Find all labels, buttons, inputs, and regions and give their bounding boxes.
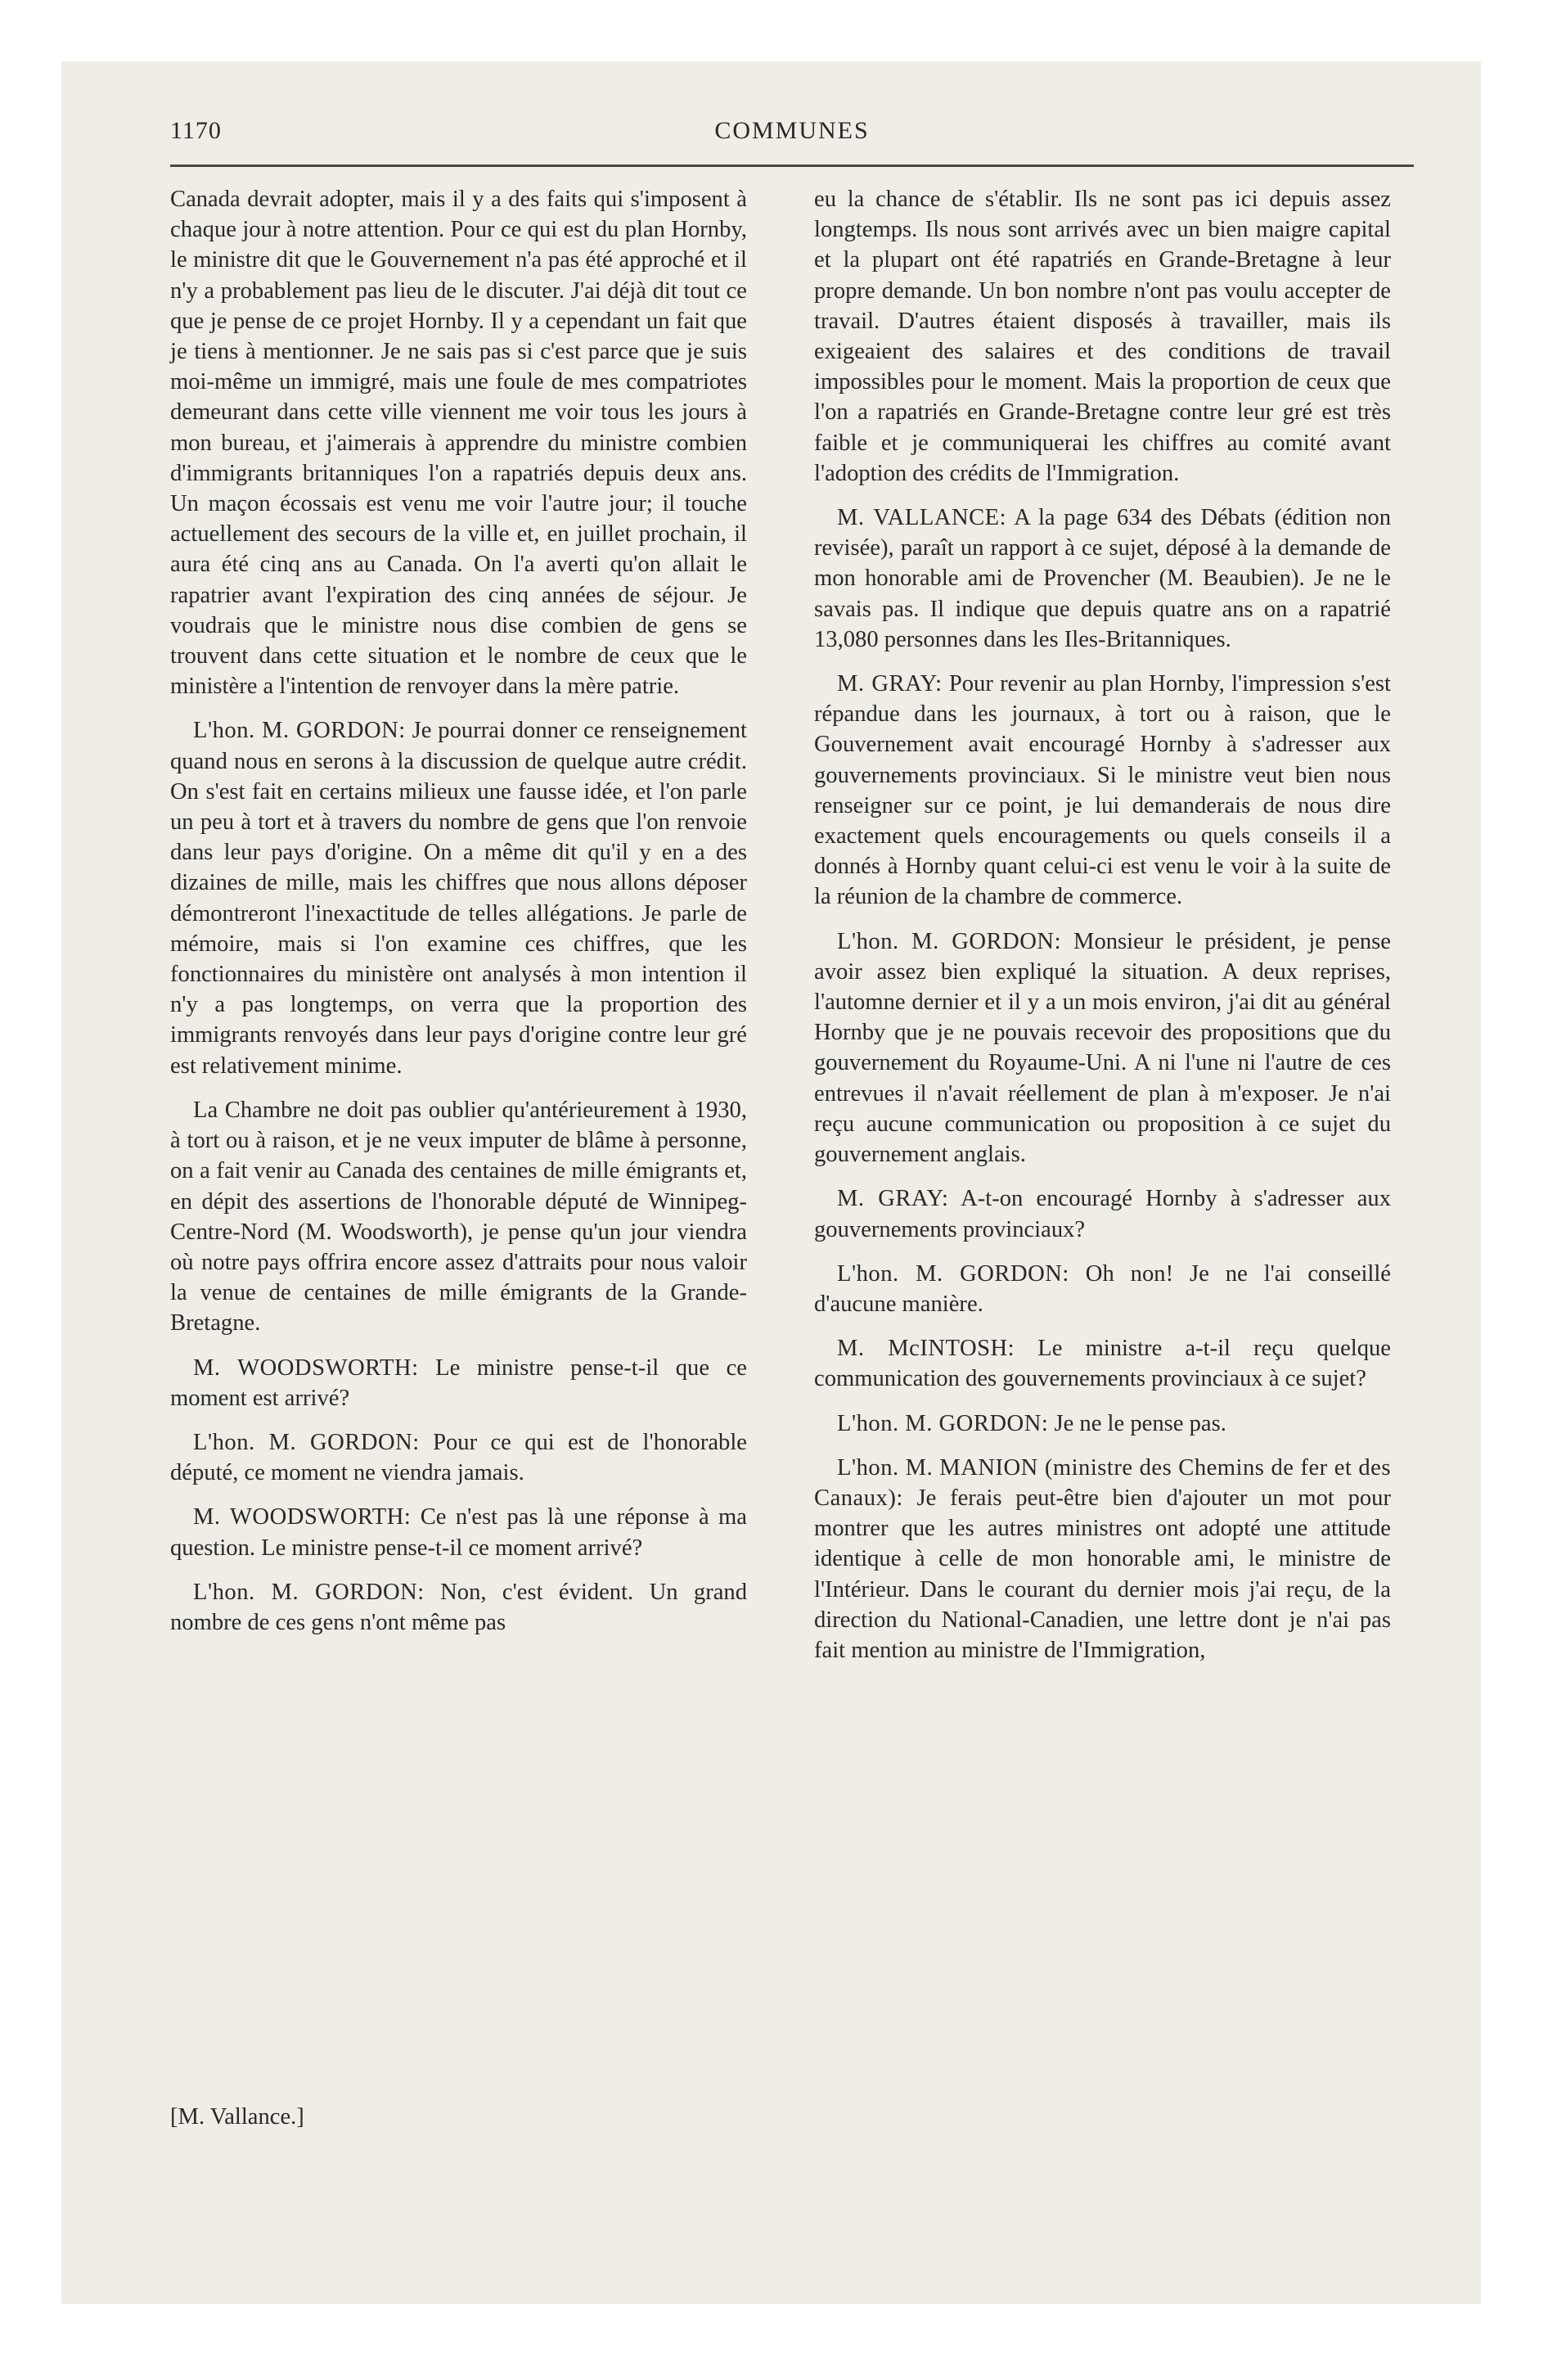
speaker-name: L'hon. M. GORDON: xyxy=(193,1579,425,1605)
speaker-name: L'hon. M. GORDON: xyxy=(193,718,406,744)
paragraph-text: Oh non! Je ne l'ai conseillé d'aucune manière. xyxy=(814,1260,1391,1317)
speaker-name: L'hon. M. MANION (ministre des Chemins de fer et des Canaux): xyxy=(814,1454,1391,1511)
page xyxy=(61,61,1481,2304)
speaker-name: L'hon. M. GORDON: xyxy=(837,1260,1069,1287)
paragraph xyxy=(170,1577,747,1638)
speaker-name: M. VALLANCE: xyxy=(837,505,1007,531)
paragraph xyxy=(170,1427,747,1488)
speaker-name: L'hon. M. GORDON: xyxy=(837,1410,1049,1436)
paragraph xyxy=(814,184,1391,489)
paragraph xyxy=(170,1095,747,1339)
running-head: COMMUNES xyxy=(714,117,870,144)
paragraph-text: Non, c'est évident. Un grand nombre de ces gens n'ont même pas xyxy=(170,1579,748,1635)
paragraph xyxy=(814,926,1391,1170)
right-column xyxy=(814,184,1391,1679)
paragraph-text: La Chambre ne doit pas oublier qu'antérieurement à 1930, à tort ou à raison, et je ne veux imputer de blâme à personne, on a fait venir au Canada des centaines de mille émigrants et, en dépit des assertions de l'honorable député de Winnipeg-Centre-Nord (M. Woodsworth), je pense qu'un jour viendra où notre pays offrira encore assez d'attraits pour nous valoir la venue de centaines de mille émigrants de la Grande-Bretagne. xyxy=(170,1097,747,1336)
paragraph-text: Pour ce qui est de l'honorable député, ce moment ne viendra jamais. xyxy=(170,1429,747,1486)
speaker-name: L'hon. M. GORDON: xyxy=(193,1429,420,1455)
speaker-footer-reference: [M. Vallance.] xyxy=(170,2104,304,2130)
speaker-name: M. McINTOSH: xyxy=(837,1336,1015,1362)
left-column xyxy=(170,184,747,1652)
paragraph-text: Le ministre a-t-il reçu quelque communication des gouvernements provinciaux à ce sujet? xyxy=(814,1336,1392,1392)
paragraph xyxy=(814,1453,1391,1666)
paragraph-text: A la page 634 des Débats (édition non revisée), paraît un rapport à ce sujet, déposé à la demande de mon honorable ami de Provencher (M. Beaubien). Je ne le savais pas. Il indique que depuis quatre ans on a rapatrié 13,080 personnes dans les Iles-Britanniques. xyxy=(814,505,1391,652)
paragraph-text: Pour revenir au plan Hornby, l'impression s'est répandue dans les journaux, à tort ou à raison, que le Gouvernement avait encouragé Hornby à s'adresser aux gouvernements provinciaux. Si le ministre veut bien nous renseigner sur ce point, je lui demanderais de nous dire exactement quels encouragements ou quels conseils il a donnés à Hornby quant celui-ci est venu le voir à la suite de la réunion de la chambre de commerce. xyxy=(814,671,1392,910)
speaker-name: L'hon. M. GORDON: xyxy=(837,928,1062,954)
speaker-name: M. WOODSWORTH: xyxy=(193,1355,419,1381)
speaker-name: M. GRAY: xyxy=(837,1186,949,1212)
paragraph-text: eu la chance de s'établir. Ils ne sont pas ici depuis assez longtemps. Ils nous sont arrivés avec un bien maigre capital et la plupart ont été rapatriés en Grande-Bretagne à leur propre demande. Un bon nombre n'ont pas voulu accepter de travail. D'autres étaient disposés à travailler, mais ils exigeaient des salaires et des conditions de travail impossibles pour le moment. Mais la proportion de ceux que l'on a rapatriés en Grande-Bretagne contre leur gré est très faible et je communiquerai les chiffres au comité avant l'adoption des crédits de l'Immigration. xyxy=(814,187,1391,486)
paragraph xyxy=(170,184,747,701)
paragraph xyxy=(814,1333,1391,1394)
header-rule xyxy=(170,165,1414,167)
paragraph-text: Ce n'est pas là une réponse à ma question. Le ministre pense-t-il ce moment arrivé? xyxy=(170,1504,747,1561)
paragraph-text: Monsieur le président, je pense avoir assez bien expliqué la situation. A deux reprises, l'automne dernier et il y a un mois environ, j'ai dit au général Hornby que je ne pouvais recevoir des propositions que du gouvernement du Royaume-Uni. A ni l'une ni l'autre de ces entrevues il n'avait réellement de plan à m'exposer. Je n'ai reçu aucune communication ou proposition à ce sujet du gouvernement anglais. xyxy=(814,928,1391,1168)
paragraph xyxy=(170,715,747,1080)
paragraph-text: Le ministre pense-t-il que ce moment est arrivé? xyxy=(170,1355,747,1411)
speaker-name: M. GRAY: xyxy=(837,671,943,697)
paragraph xyxy=(814,1259,1391,1319)
paragraph xyxy=(814,1409,1391,1439)
paragraph xyxy=(814,1183,1391,1244)
speaker-name: M. WOODSWORTH: xyxy=(193,1504,412,1530)
paragraph-text: A-t-on encouragé Hornby à s'adresser aux gouvernements provinciaux? xyxy=(814,1186,1392,1242)
paragraph xyxy=(170,1502,747,1562)
paragraph-text: Je ne le pense pas. xyxy=(1054,1410,1226,1436)
paragraph xyxy=(170,1353,747,1413)
paragraph xyxy=(814,503,1391,655)
paragraph-text: Je pourrai donner ce renseignement quand nous en serons à la discussion de quelque autre crédit. On s'est fait en certains milieux une fausse idée, et l'on parle un peu à tort et à travers du nombre de gens que l'on renvoie dans leur pays d'origine. On a même dit qu'il y en a des dizaines de mille, mais les chiffres que nous allons déposer démontreront l'inexactitude de telles allégations. Je parle de mémoire, mais si l'on examine ces chiffres, que les fonctionnaires du ministère ont analysés à mon intention il n'y a pas longtemps, on verra que la proportion des immigrants renvoyés dans leur pays d'origine contre leur gré est relativement minime. xyxy=(170,718,747,1079)
page-header xyxy=(170,117,1414,166)
page-number: 1170 xyxy=(170,117,222,144)
paragraph-text: Canada devrait adopter, mais il y a des faits qui s'imposent à chaque jour à notre attention. Pour ce qui est du plan Hornby, le ministre dit que le Gouvernement n'a pas été approché et il n'y a probablement pas lieu de le discuter. J'ai déjà dit tout ce que je pense de ce projet Hornby. Il y a cependant un fait que je tiens à mentionner. Je ne sais pas si c'est parce que je suis moi-même un immigré, mais une foule de mes compatriotes demeurant dans cette ville viennent me voir tous les jours à mon bureau, et j'aimerais à apprendre du ministre combien d'immigrants britanniques l'on a rapatriés depuis deux ans. Un maçon écossais est venu me voir l'autre jour; il touche actuellement des secours de la ville et, en juillet prochain, il aura été cinq ans au Canada. On l'a averti qu'on allait le rapatrier avant l'expiration des cinq années de séjour. Je voudrais que le ministre nous dise combien de gens se trouvent dans cette situation et le nombre de ceux que le ministère a l'intention de renvoyer dans la mère patrie. xyxy=(170,187,747,700)
paragraph-text: Je ferais peut-être bien d'ajouter un mot pour montrer que les autres ministres ont adopté une attitude identique à celle de mon honorable ami, le ministre de l'Intérieur. Dans le courant du dernier mois j'ai reçu, de la direction du National-Canadien, une lettre dont je n'ai pas fait mention au ministre de l'Immigration, xyxy=(814,1485,1391,1663)
paragraph xyxy=(814,669,1391,913)
